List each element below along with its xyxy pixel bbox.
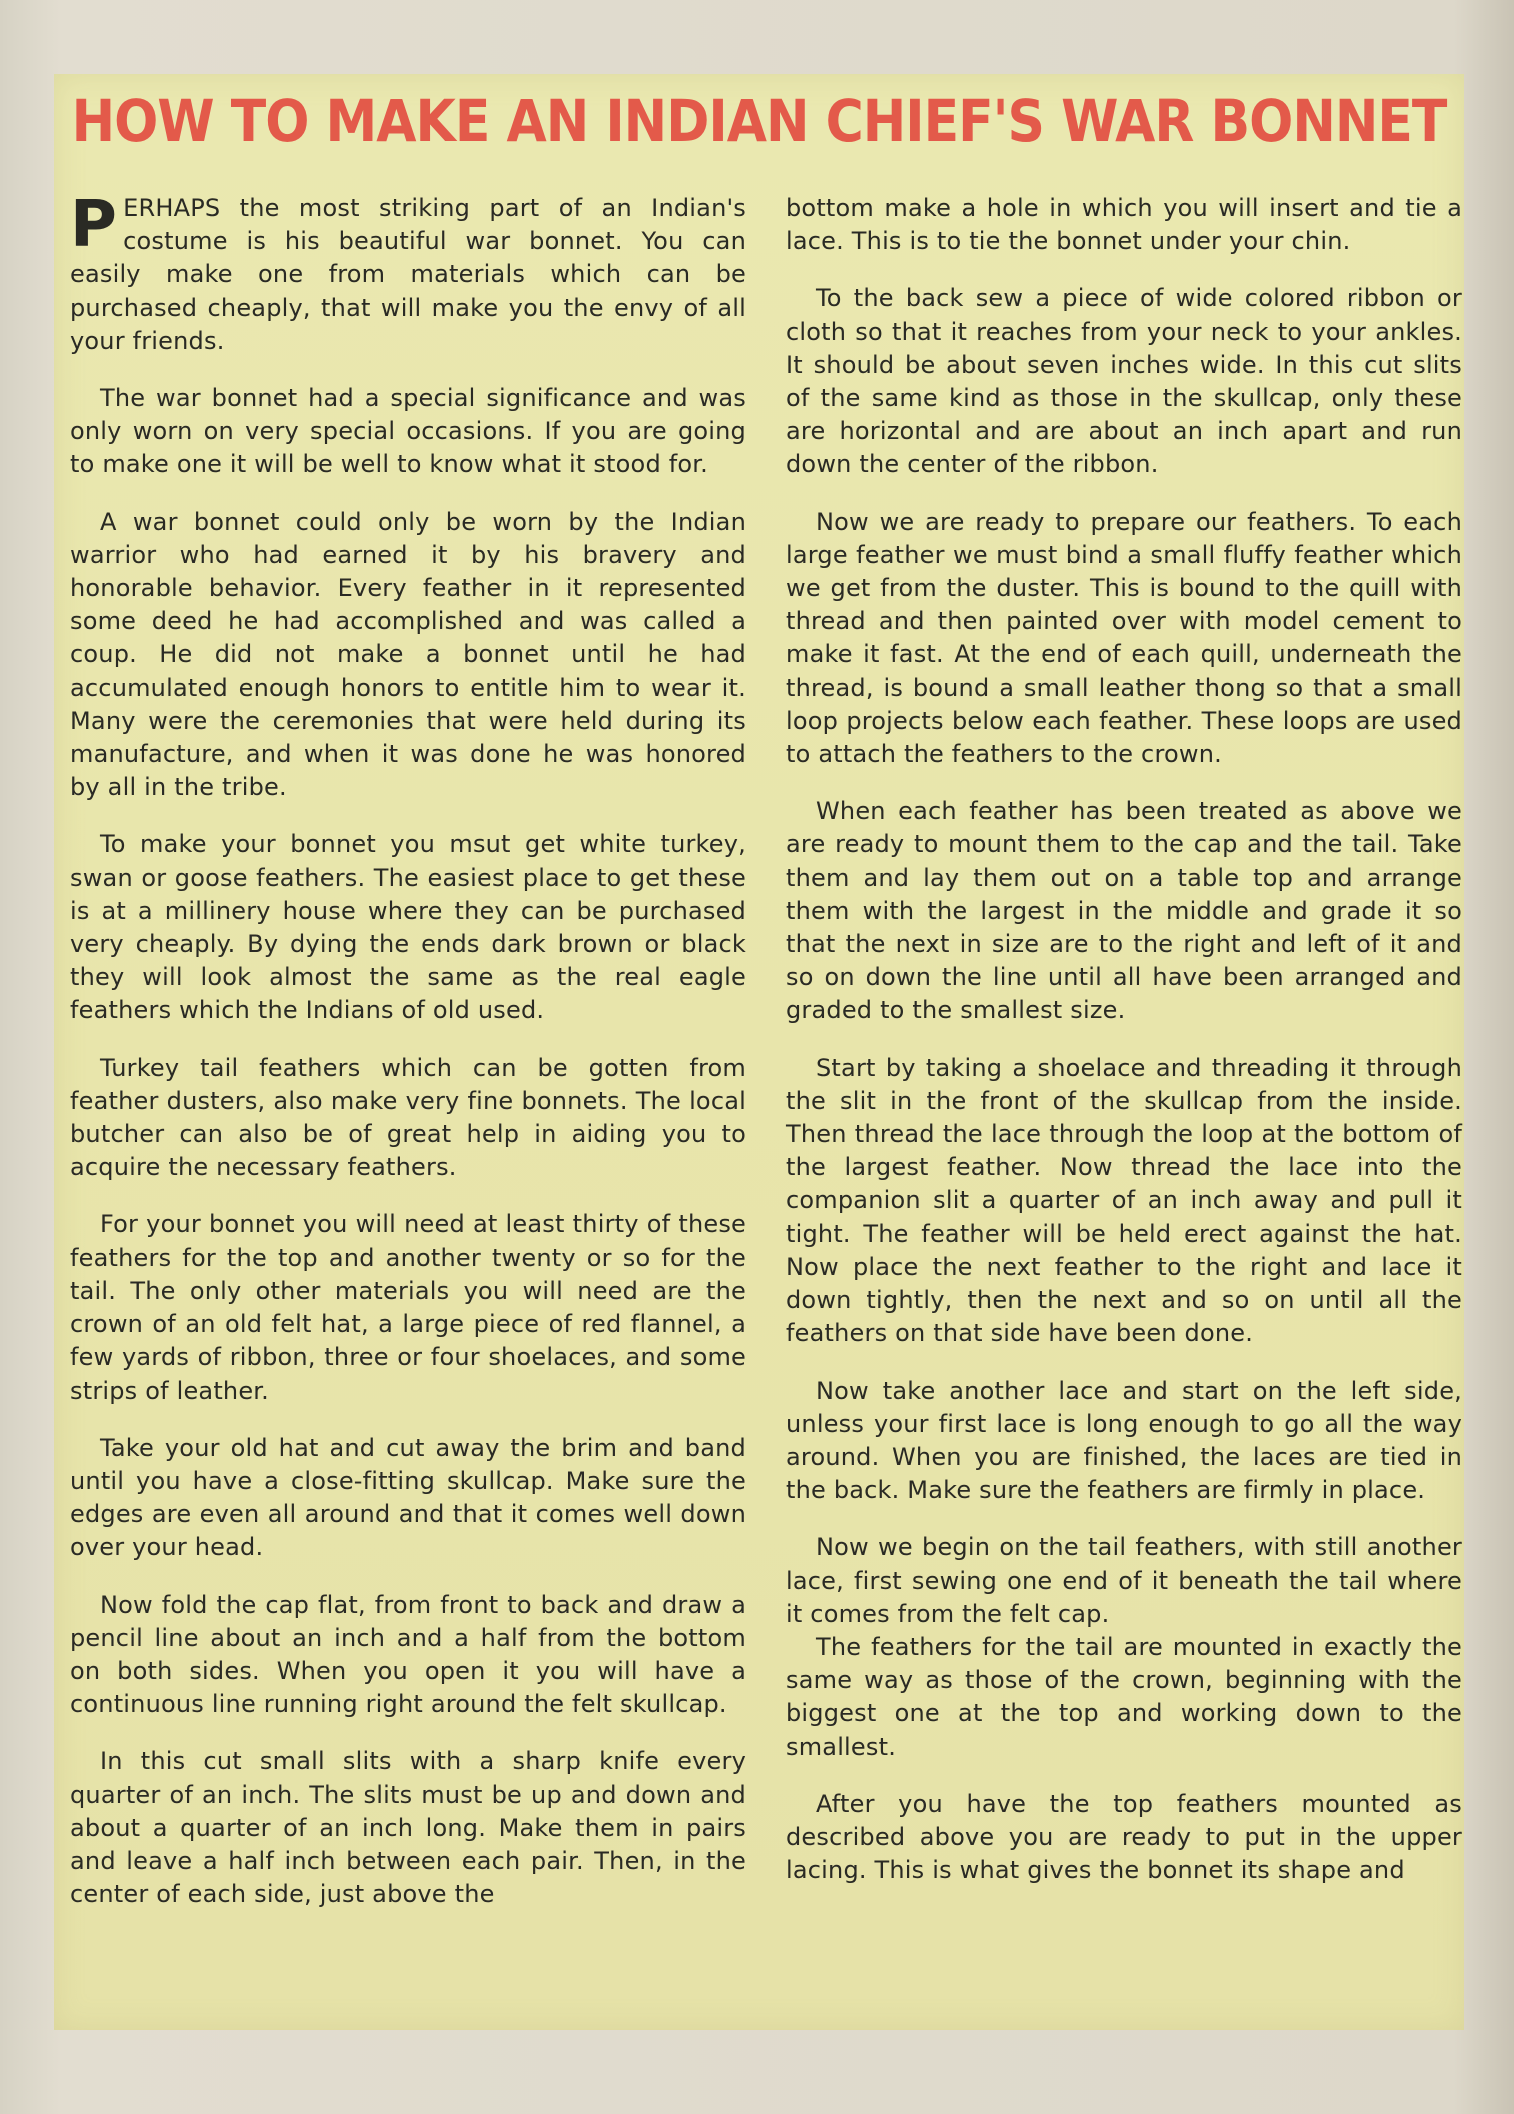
paragraph: Now fold the cap flat, from front to back and draw a pencil line about an inch and a half from the bottom on both sides. When you open it you will have a continuous line running right around the felt skullcap. bbox=[70, 1590, 746, 1719]
paragraph: To make your bonnet you msut get white turkey, swan or goose feathers. The easiest place to get these is at a millinery house where they can be purchased very cheaply. By dying the ends dark brown or black they will look almost the same as the real eagle feathers which the Indians of old used. bbox=[70, 830, 746, 1025]
paragraph: After you have the top feathers mounted as described above you are ready to put in the upper lacing. This is what gives the bonnet its shape and bbox=[786, 1789, 1462, 1885]
paragraph: A war bonnet could only be worn by the Indian warrior who had earned it by his bravery and honorable behavior. Every feather in it represented some deed he had accomplished and was called a coup. He did not make a bonnet until he had accumulated enough honors to entitle him to wear it. Many were the ceremonies that were held during its manufacture, and when it was done he was honored by all in the tribe. bbox=[70, 507, 746, 802]
paragraph: When each feather has been treated as above we are ready to mount them to the cap and the tail. Take them and lay them out on a table top and arrange them with the largest in the middle and grade it so that the next in size are to the right and left of it and so on down the line until all have been arranged and graded to the smallest size. bbox=[786, 797, 1462, 1025]
paragraph: Now we are ready to prepare our feathers. To each large feather we must bind a small fluffy feather which we get from the duster. This is bound to the quill with thread and then painted over with model cement to make it fast. At the end of each quill, underneath the thread, is bound a small leather thong so that a small loop projects below each feather. These loops are used to attach the feathers to the crown. bbox=[786, 507, 1462, 769]
intro-text: the most striking part of an Indian's costume is his beautiful war bonnet. You can easily make one from materials which can be purchased cheaply, that will make you the envy of all your friends. bbox=[70, 194, 746, 355]
right-column bbox=[786, 192, 1462, 1887]
paragraph: The war bonnet had a special significance and was only worn on very special occasions. If you are going to make one it will be well to know what it stood for. bbox=[70, 384, 746, 479]
paragraph: Take your old hat and cut away the brim and band until you have a close-fitting skullcap. Make sure the edges are even all around and that it comes well down over your head. bbox=[70, 1433, 746, 1562]
page-title: HOW TO MAKE AN INDIAN CHIEF'S WAR BONNET bbox=[71, 88, 1447, 156]
lead-word: ERHAPS bbox=[123, 194, 221, 222]
paragraph: Now take another lace and start on the left side, unless your first lace is long enough to go all the way around. When you are finished, the laces are tied in the back. Make sure the feathers are firmly in place. bbox=[786, 1376, 1462, 1505]
left-column bbox=[70, 188, 746, 1911]
paragraph: To the back sew a piece of wide colored ribbon or cloth so that it reaches from your neck to your ankles. It should be about seven inches wide. In this cut slits of the same kind as those in the skullcap, only these are horizontal and are about an inch apart and run down the center of the ribbon. bbox=[786, 284, 1462, 479]
continued-paragraph: bottom make a hole in which you will insert and tie a lace. This is to tie the bonnet under your chin. bbox=[786, 194, 1462, 256]
paragraph: Start by taking a shoelace and threading it through the slit in the front of the skullcap from the inside. Then thread the lace through the loop at the bottom of the largest feather. Now thread the lace into the companion slit a quarter of an inch away and pull it tight. The feather will be held erect against the hat. Now place the next feather to the right and lace it down tightly, then the next and so on until all the feathers on that side have been done. bbox=[786, 1053, 1462, 1348]
paragraph: In this cut small slits with a sharp knife every quarter of an inch. The slits must be up and down and about a quarter of an inch long. Make them in pairs and leave a half inch between each pair. Then, in the center of each side, just above the bbox=[70, 1747, 746, 1909]
paragraph: The feathers for the tail are mounted in exactly the same way as those of the crown, beginning with the biggest one at the top and working down to the smallest. bbox=[786, 1632, 1462, 1761]
paragraph: For your bonnet you will need at least thirty of these feathers for the top and another twenty or so for the tail. The only other materials you will need are the crown of an old felt hat, a large piece of red flannel, a few yards of ribbon, three or four shoelaces, and some strips of leather. bbox=[70, 1210, 746, 1405]
paragraph: Now we begin on the tail feathers, with still another lace, first sewing one end of it beneath the tail where it comes from the felt cap. bbox=[786, 1533, 1462, 1628]
paragraph: Turkey tail feathers which can be gotten from feather dusters, also make very fine bonnets. The local butcher can also be of great help in aiding you to acquire the necessary feathers. bbox=[70, 1053, 746, 1182]
intro-paragraph bbox=[70, 188, 746, 358]
drop-cap: P bbox=[70, 188, 118, 262]
